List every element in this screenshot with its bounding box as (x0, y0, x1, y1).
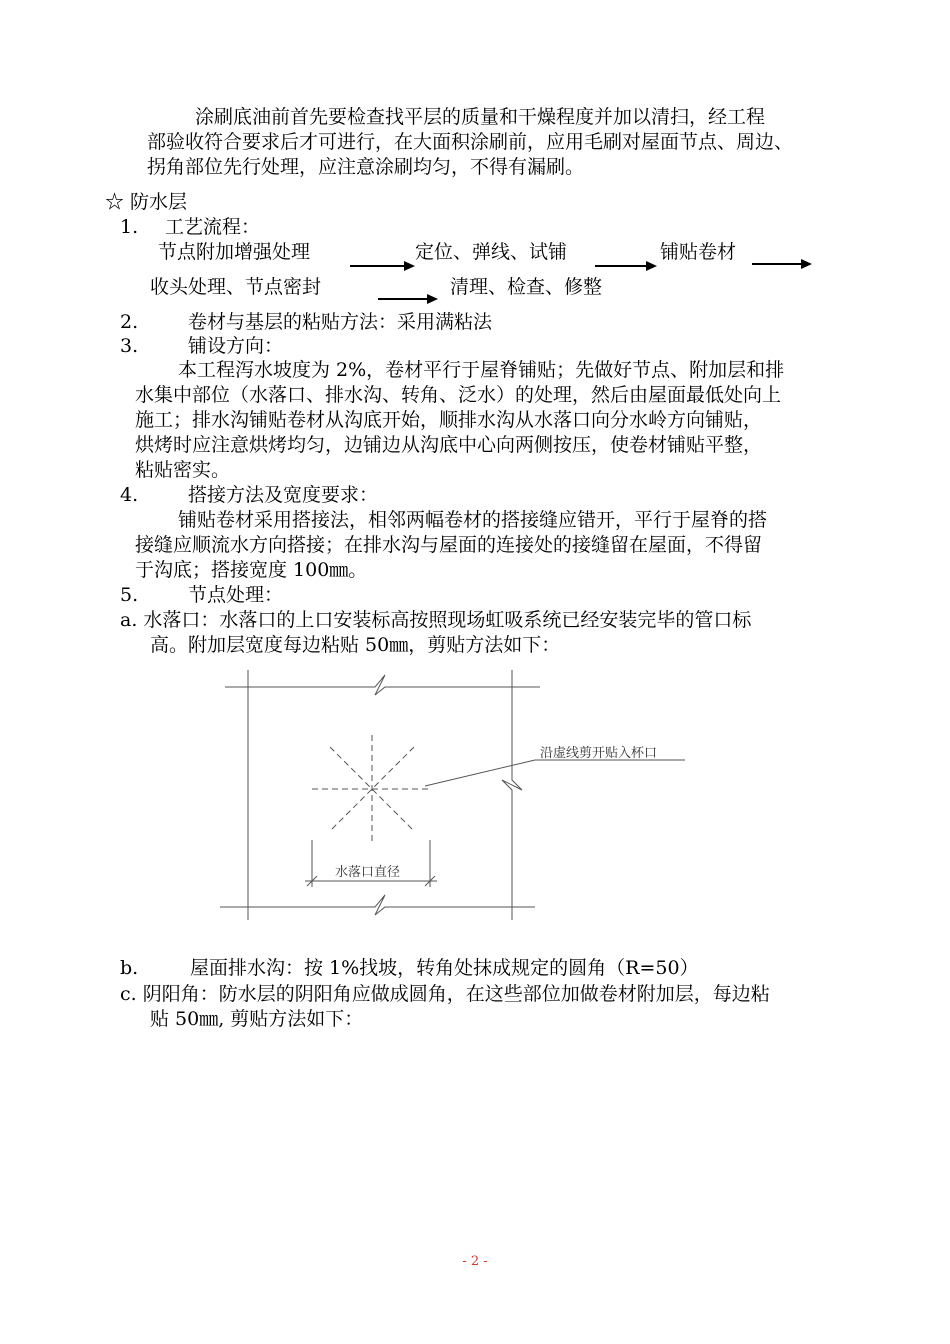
item-a-line-1: a. 水落口：水落口的上口安装标高按照现场虹吸系统已经安装完毕的管口标 (120, 609, 752, 631)
para-3-line-3: 施工；排水沟铺贴卷材从沟底开始，顺排水沟从水落口向分水岭方向铺贴， (135, 409, 763, 431)
callout-label: 沿虚线剪开贴入杯口 (540, 746, 658, 761)
flow-arrow-2 (595, 265, 647, 267)
flow-step-1: 节点附加增强处理 (158, 241, 311, 263)
item-5-label: 节点处理： (188, 584, 284, 606)
flow-step-2: 定位、弹线、试铺 (415, 241, 568, 263)
para-3-line-5: 粘贴密实。 (135, 459, 231, 481)
flow-arrow-4 (378, 298, 428, 300)
flow-arrow-3 (752, 263, 802, 265)
item-4-number: 4. (120, 484, 139, 506)
top-edge-line (225, 675, 540, 695)
item-3-label: 铺设方向： (188, 335, 284, 357)
roof-drain-cut-diagram (215, 665, 695, 920)
para-3-line-4: 烘烤时应注意烘烤均匀，边铺边从沟底中心向两侧按压，使卷材铺贴平整， (135, 434, 763, 456)
item-b-number: b. (120, 957, 139, 979)
flow-arrow-1 (350, 265, 405, 267)
item-a-line-2: 高。附加层宽度每边粘贴 50㎜，剪贴方法如下： (150, 634, 561, 656)
para-3-line-1: 本工程泻水坡度为 2%，卷材平行于屋脊铺贴；先做好节点、附加层和排 (178, 359, 785, 381)
item-1-number: 1. (120, 216, 139, 238)
page-number: - 2 - (462, 1254, 488, 1269)
para-3-line-2: 水集中部位（水落口、排水沟、转角、泛水）的处理，然后由屋面最低处向上 (135, 384, 782, 406)
flow-step-5: 清理、检查、修整 (450, 276, 603, 298)
dimension-label: 水落口直径 (335, 865, 401, 880)
para-4-line-2: 接缝应顺流水方向搭接；在排水沟与屋面的连接处的接缝留在屋面，不得留 (135, 534, 763, 556)
item-5-number: 5. (120, 584, 139, 606)
item-1-label: 工艺流程： (165, 216, 261, 238)
item-b-label: 屋面排水沟：按 1%找坡，转角处抹成规定的圆角（R=50） (190, 957, 699, 979)
item-c-line-1: c. 阴阳角：防水层的阴阳角应做成圆角，在这些部位加做卷材附加层，每边粘 (120, 983, 770, 1005)
bottom-edge-line (220, 895, 535, 915)
item-3-number: 3. (120, 335, 139, 357)
dashed-cut-lines (312, 735, 430, 845)
item-2-number: 2. (120, 311, 139, 333)
intro-line-2: 部验收符合要求后才可进行，在大面积涂刷前，应用毛刷对屋面节点、周边、 (147, 131, 794, 153)
flow-step-3: 铺贴卷材 (660, 241, 737, 263)
item-4-label: 搭接方法及宽度要求： (188, 484, 379, 506)
para-4-line-3: 于沟底；搭接宽度 100㎜。 (135, 559, 368, 581)
intro-line-3: 拐角部位先行处理，应注意涂刷均匀，不得有漏刷。 (147, 156, 585, 178)
item-2-label: 卷材与基层的粘贴方法：采用满粘法 (188, 311, 493, 333)
para-4-line-1: 铺贴卷材采用搭接法，相邻两幅卷材的搭接缝应错开，平行于屋脊的搭 (178, 509, 768, 531)
callout-leader (425, 760, 535, 786)
right-edge-line (502, 670, 522, 920)
intro-line-1: 涂刷底油前首先要检查找平层的质量和干燥程度并加以清扫，经工程 (195, 106, 766, 128)
flow-step-4: 收头处理、节点密封 (150, 276, 322, 298)
item-c-line-2: 贴 50㎜, 剪贴方法如下： (150, 1008, 364, 1030)
section-title: ☆ 防水层 (105, 191, 188, 213)
